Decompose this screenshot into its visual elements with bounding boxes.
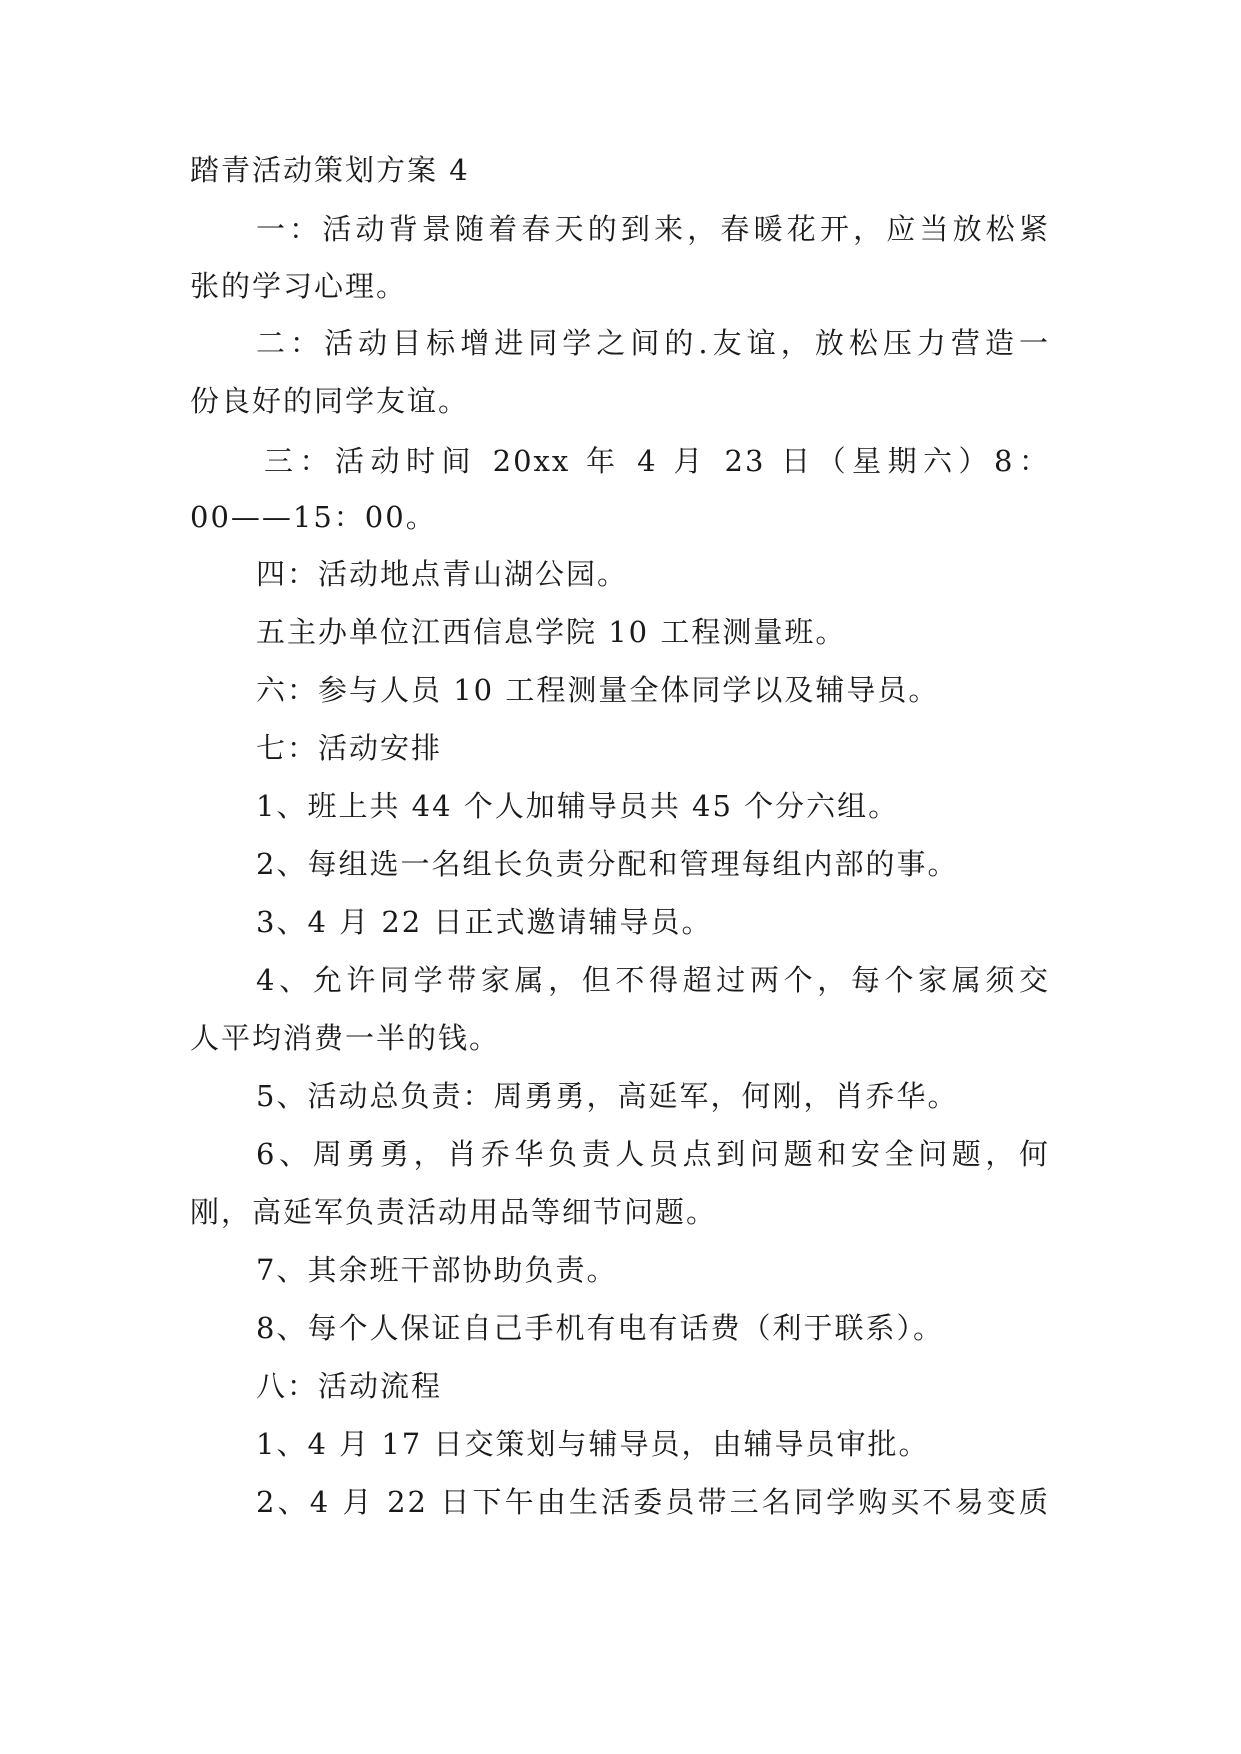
paragraph-line: 二：活动目标增进同学之间的.友谊，放松压力营造一 xyxy=(256,326,1050,360)
paragraph-line: 6、周勇勇，肖乔华负责人员点到问题和安全问题，何 xyxy=(256,1137,1050,1171)
paragraph-line: 八：活动流程 xyxy=(256,1369,443,1403)
paragraph-line: 1、班上共 44 个人加辅导员共 45 个分六组。 xyxy=(256,789,900,823)
paragraph-line: 七：活动安排 xyxy=(256,731,443,765)
paragraph-line: 4、允许同学带家属，但不得超过两个，每个家属须交 xyxy=(256,963,1050,997)
document-title: 踏青活动策划方案 4 xyxy=(190,153,470,187)
paragraph-line: 五主办单位江西信息学院 10 工程测量班。 xyxy=(256,615,847,649)
paragraph-line: 一：活动背景随着春天的到来，春暖花开，应当放松紧 xyxy=(256,212,1050,246)
paragraph-line: 3、4 月 22 日正式邀请辅导员。 xyxy=(256,905,713,939)
paragraph-line: 张的学习心理。 xyxy=(190,269,408,303)
paragraph-line: 六：参与人员 10 工程测量全体同学以及辅导员。 xyxy=(256,673,940,707)
paragraph-line: 四：活动地点青山湖公园。 xyxy=(256,557,629,591)
paragraph-line: 刚，高延军负责活动用品等细节问题。 xyxy=(190,1195,718,1229)
paragraph-line: 2、每组选一名组长负责分配和管理每组内部的事。 xyxy=(256,847,959,881)
paragraph-line: 份良好的同学友谊。 xyxy=(190,384,470,418)
paragraph-line: 2、4 月 22 日下午由生活委员带三名同学购买不易变质 xyxy=(256,1485,1050,1519)
paragraph-line: 人平均消费一半的钱。 xyxy=(190,1021,501,1055)
paragraph-line: 5、活动总负责：周勇勇，高延军，何刚，肖乔华。 xyxy=(256,1079,959,1113)
paragraph-line: 8、每个人保证自己手机有电有话费（利于联系）。 xyxy=(256,1311,944,1345)
paragraph-line: 1、4 月 17 日交策划与辅导员，由辅导员审批。 xyxy=(256,1427,930,1461)
paragraph-line: 7、其余班干部协助负责。 xyxy=(256,1253,618,1287)
paragraph-line: 三：活动时间 20xx 年 4 月 23 日（星期六）8： xyxy=(264,444,1050,478)
paragraph-line: 00——15：00。 xyxy=(190,500,437,534)
